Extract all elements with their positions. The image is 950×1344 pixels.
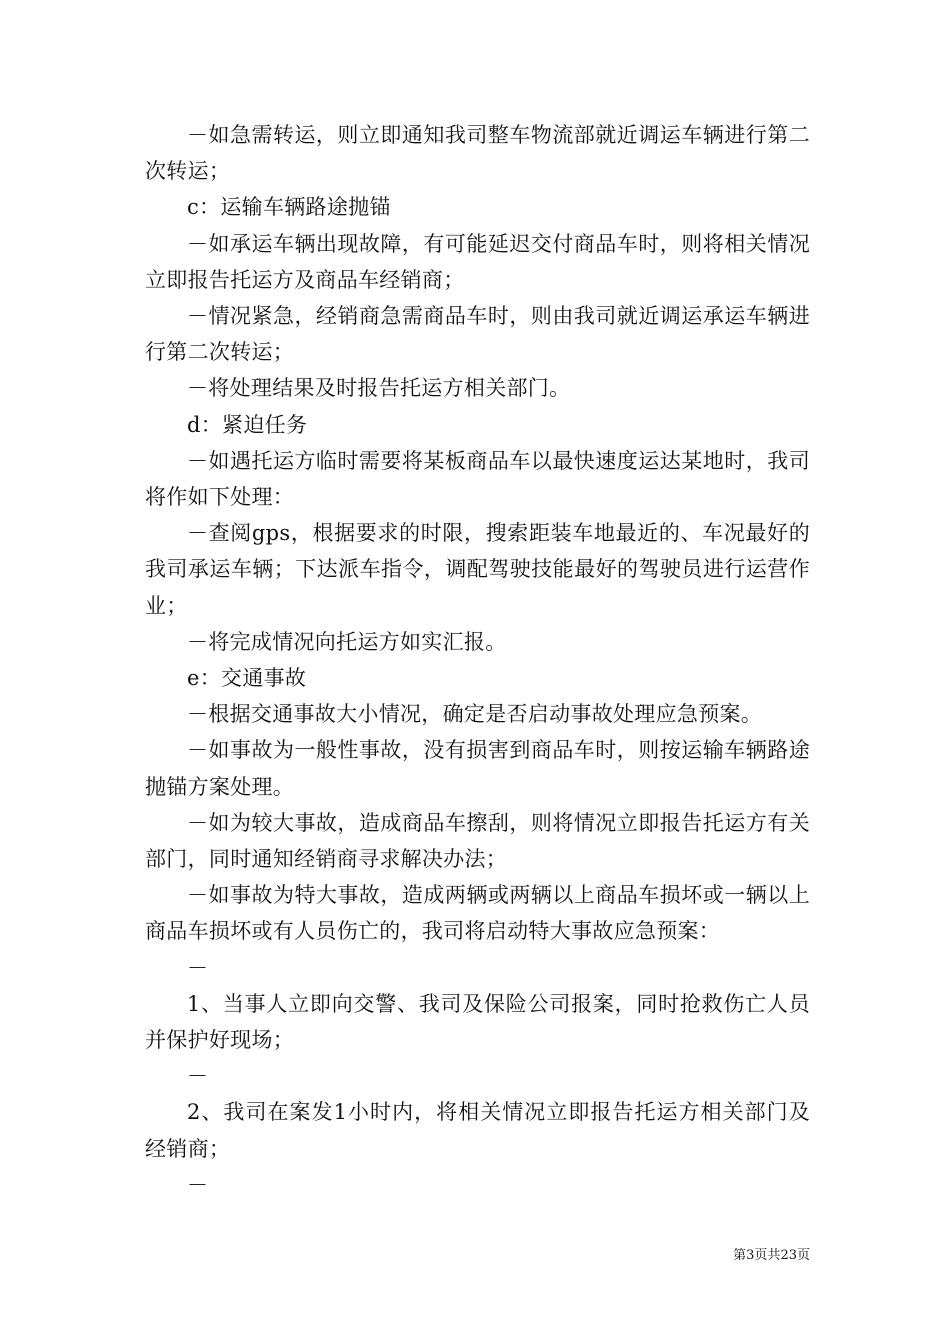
page-number-footer	[680, 1246, 810, 1266]
paragraph: －	[187, 955, 209, 980]
document-body	[145, 117, 810, 1203]
paragraph: e：交通事故	[187, 666, 307, 691]
footer-middle: 页共	[754, 1248, 781, 1263]
paragraph: c：运输车辆路途抛锚	[187, 195, 391, 220]
paragraph: －如为较大事故，造成商品车擦刮，则将情况立即报告托运方有关部门，同时通知经销商寻求解决办法；	[145, 810, 810, 872]
paragraph: －如事故为特大事故，造成两辆或两辆以上商品车损坏或一辆以上商品车损坏或有人员伤亡的，我司将启动特大事故应急预案：	[145, 883, 810, 944]
paragraph: －根据交通事故大小情况，确定是否启动事故处理应急预案。	[187, 702, 763, 727]
paragraph: －如急需转运，则立即通知我司整车物流部就近调运车辆进行第二次转运；	[145, 123, 810, 184]
paragraph: －将处理结果及时报告托运方相关部门。	[187, 376, 571, 401]
paragraph: －如遇托运方临时需要将某板商品车以最快速度运达某地时，我司将作如下处理：	[145, 448, 810, 510]
footer-prefix: 第	[733, 1248, 747, 1263]
footer-total-pages: 23	[780, 1248, 797, 1263]
paragraph: 2、我司在案发1小时内，将相关情况立即报告托运方相关部门及经销商；	[145, 1100, 810, 1161]
paragraph: －如事故为一般性事故，没有损害到商品车时，则按运输车辆路途抛锚方案处理。	[145, 738, 810, 799]
paragraph: －如承运车辆出现故障，有可能延迟交付商品车时，则将相关情况立即报告托运方及商品车经销商；	[145, 231, 810, 292]
footer-current-page: 3	[746, 1248, 755, 1263]
paragraph: 1、当事人立即向交警、我司及保险公司报案，同时抢救伤亡人员并保护好现场；	[145, 991, 810, 1053]
paragraph: －查阅gps，根据要求的时限，搜索距装车地最近的、车况最好的我司承运车辆；下达派车指令，调配驾驶技能最好的驾驶员进行运营作业；	[145, 521, 810, 618]
paragraph: d：紧迫任务	[187, 412, 308, 437]
paragraph: －	[187, 1064, 209, 1089]
footer-suffix: 页	[796, 1248, 810, 1263]
paragraph: －将完成情况向托运方如实汇报。	[187, 629, 507, 654]
paragraph: －情况紧急，经销商急需商品车时，则由我司就近调运承运车辆进行第二次转运；	[145, 304, 810, 365]
paragraph: －	[187, 1172, 209, 1197]
